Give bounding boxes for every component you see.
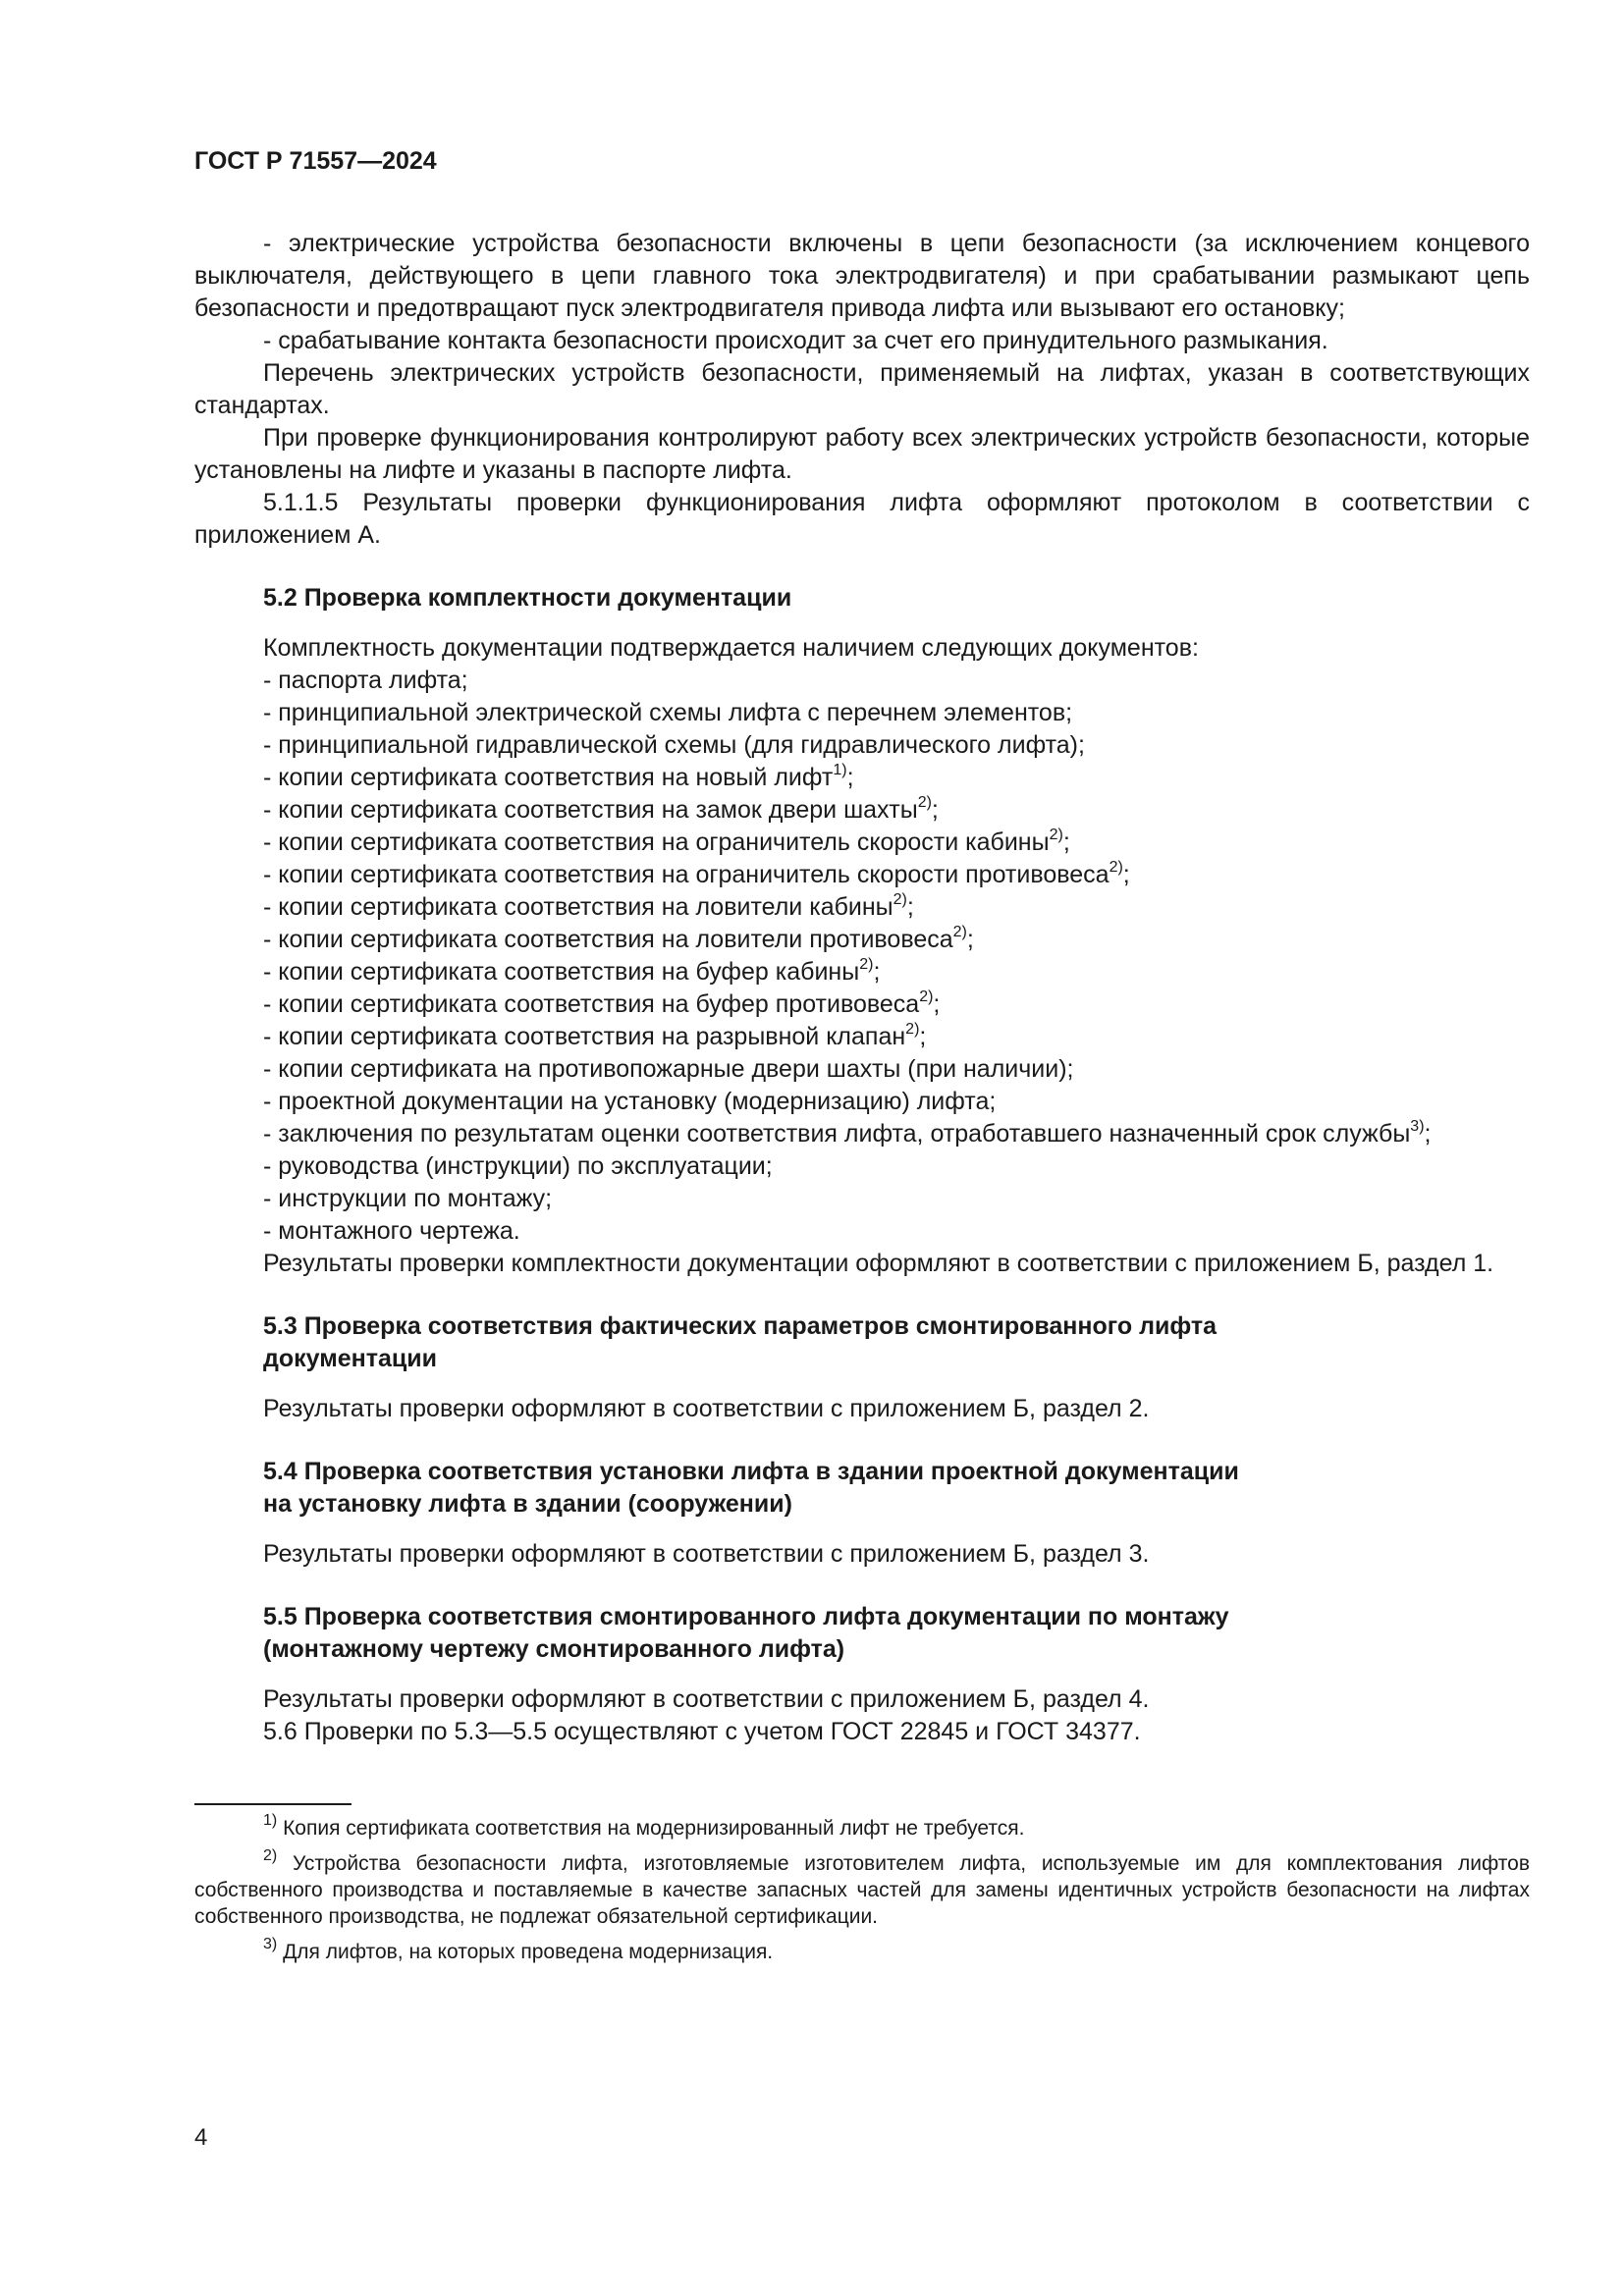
list-item: - копии сертификата соответствия на разрывной клапан$^{2)}$; (263, 1020, 927, 1050)
paragraph: - электрические устройства безопасности включены в цепи безопасности (за исключением концевого выключателя, действующего в цепи главного тока электродвигателя) и при срабатывании размыкают цепь безопасности и предотвращают пуск электродвигателя привода лифта или вызывают его остановку; (194, 230, 1530, 322)
paragraph: Комплектность документации подтверждается наличием следующих документов: (263, 634, 1199, 662)
list-item: - копии сертификата соответствия на ловители противовеса$^{2)}$; (263, 923, 974, 953)
list-item: - принципиальной гидравлической схемы (для гидравлического лифта); (263, 731, 1085, 759)
paragraph: Результаты проверки комплектности документации оформляют в соответствии с приложением Б, раздел 1. (263, 1250, 1494, 1277)
paragraph: Результаты проверки оформляют в соответствии с приложением Б, раздел 2. (263, 1395, 1150, 1422)
paragraph: 5.1.1.5 Результаты проверки функционирования лифта оформляют протоколом в соответствии с приложением А. (194, 489, 1530, 549)
section-heading-5-3: 5.3 Проверка соответствия фактических параметров смонтированного лифта документации (263, 1312, 1218, 1372)
list-item: - копии сертификата соответствия на замок двери шахты$^{2)}$; (263, 793, 939, 824)
paragraph: - срабатывание контакта безопасности происходит за счет его принудительного размыкания. (263, 327, 1328, 354)
list-item: - инструкции по монтажу; (263, 1185, 553, 1212)
list-item: - копии сертификата соответствия на ловители кабины$^{2)}$; (263, 890, 914, 921)
list-item: - копии сертификата на противопожарные двери шахты (при наличии); (263, 1055, 1074, 1083)
list-item: - проектной документации на установку (модернизацию) лифта; (263, 1088, 997, 1115)
list-item: - копии сертификата соответствия на буфер противовеса$^{2)}$; (263, 988, 941, 1018)
paragraph: При проверке функционирования контролируют работу всех электрических устройств безопасности, которые установлены на лифте и указаны в паспорте лифта. (194, 424, 1530, 484)
section-heading-5-4: 5.4 Проверка соответствия установки лифта в здании проектной документации на установку лифта в здании (сооружении) (263, 1458, 1239, 1518)
footnote-divider (194, 1803, 352, 1805)
paragraph: Результаты проверки оформляют в соответствии с приложением Б, раздел 3. (263, 1540, 1150, 1568)
document-page (194, 147, 1530, 1974)
list-item: - монтажного чертежа. (263, 1217, 520, 1245)
footnote-3: $^{3)}$ Для лифтов, на которых проведена модернизация. (263, 1936, 774, 1963)
list-item: - руководства (инструкции) по эксплуатации; (263, 1152, 773, 1180)
list-item: - копии сертификата соответствия на буфер кабины$^{2)}$; (263, 955, 881, 986)
list-item: - заключения по результатам оценки соответствия лифта, отработавшего назначенный срок службы$^{3)}$; (263, 1117, 1432, 1148)
paragraph: Перечень электрических устройств безопасности, применяемый на лифтах, указан в соответствующих стандартах. (194, 359, 1530, 419)
paragraph: 5.6 Проверки по 5.3—5.5 осуществляют с учетом ГОСТ 22845 и ГОСТ 34377. (263, 1718, 1141, 1745)
document-id-header: ГОСТ Р 71557—2024 (194, 147, 437, 175)
list-item: - копии сертификата соответствия на новый лифт$^{1)}$; (263, 761, 854, 791)
documents-list-continued (194, 1150, 1530, 1248)
section-heading-5-2: 5.2 Проверка комплектности документации (263, 584, 792, 612)
paragraph: Результаты проверки оформляют в соответствии с приложением Б, раздел 4. (263, 1685, 1150, 1713)
footnote-1: $^{1)}$ Копия сертификата соответствия на модернизированный лифт не требуется. (263, 1812, 1025, 1840)
documents-list (194, 665, 1530, 1118)
list-item: - копии сертификата соответствия на ограничитель скорости кабины$^{2)}$; (263, 826, 1070, 856)
list-item: - принципиальной электрической схемы лифта с перечнем элементов; (263, 699, 1073, 726)
page-number: 4 (194, 2124, 208, 2151)
list-item: - копии сертификата соответствия на ограничитель скорости противовеса$^{2)}$; (263, 858, 1130, 888)
section-heading-5-5: 5.5 Проверка соответствия смонтированного лифта документации по монтажу (монтажному чертежу смонтированного лифта) (263, 1603, 1229, 1663)
list-item: - паспорта лифта; (263, 667, 468, 694)
footnote-2: $^{2)}$ Устройства безопасности лифта, изготовляемые изготовителем лифта, используемые им для комплектования лифтов собственного производства и поставляемые в качестве запасных частей для замены идентичных устройств безопасности на лифтах собственного производства, не подлежат обязательной сертификации. (194, 1847, 1530, 1928)
